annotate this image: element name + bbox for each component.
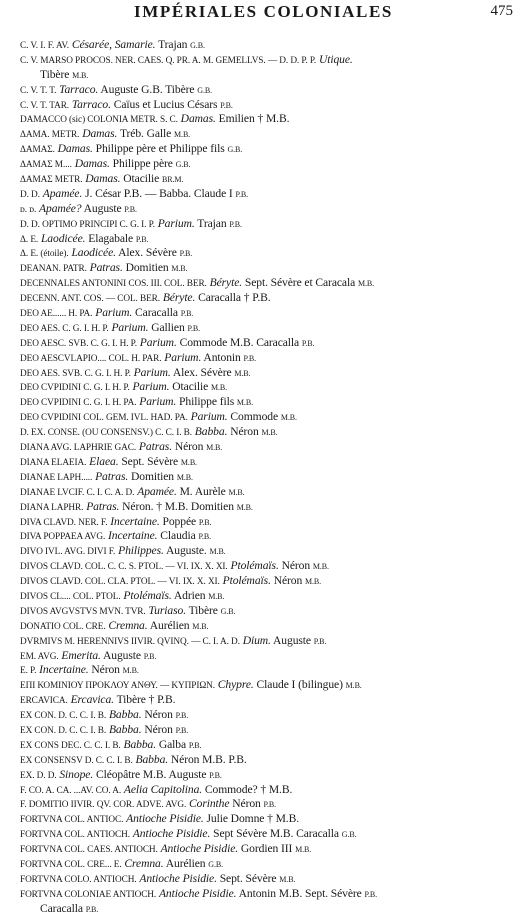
entry-size-mark: M.B.: [122, 666, 139, 676]
entry-description: Caïus et Lucius Césars: [113, 97, 218, 111]
index-entry: [20, 217, 520, 232]
entry-size-mark: M.B.: [280, 413, 297, 423]
entry-description: J. César P.B. — Babba. Claude I: [85, 186, 233, 200]
entry-size-mark: P.B.: [198, 517, 212, 527]
entry-description: Philippe père et Philippe fils: [95, 142, 225, 156]
entry-legend: DIVOS CL.... COL. PTOL.: [20, 591, 121, 602]
index-entry: [20, 589, 520, 604]
entry-size-mark: P.B.: [143, 651, 157, 661]
entry-size-mark: M.B.: [234, 368, 251, 378]
entry-place: Parium.: [139, 395, 177, 409]
entry-description: Auguste.: [165, 544, 207, 558]
entry-size-mark: P.B.: [188, 740, 202, 750]
entry-place: Parium.: [164, 350, 202, 364]
entry-place: Babba.: [108, 708, 142, 722]
entry-description: Antonin: [203, 350, 241, 364]
entry-description: Claudia: [160, 529, 196, 543]
entry-size-mark: M.B.: [174, 130, 191, 140]
entry-place: Utique.: [318, 52, 353, 66]
entry-continuation-line: [20, 902, 520, 917]
entry-size-mark: M.B.: [357, 279, 374, 289]
entry-place: Sinope.: [59, 767, 94, 781]
entry-legend: Δ. E. (étoile).: [20, 249, 69, 260]
entry-size-mark: G.B.: [175, 160, 191, 170]
entry-description: Auguste: [83, 201, 122, 215]
entry-place: Béryte.: [209, 276, 243, 290]
index-entry: [20, 470, 520, 485]
entry-size-mark: P.B.: [175, 725, 189, 735]
entry-legend: EX. D. D.: [20, 770, 57, 781]
entry-legend: DEO AE...... H. PA.: [20, 309, 93, 320]
entry-description: Caracalla: [40, 901, 83, 915]
entry-size-mark: G.B.: [190, 41, 205, 50]
entry-description: Sept. Sévère: [121, 454, 179, 468]
entry-description: Auguste: [273, 633, 311, 647]
entry-size-mark: P.B.: [313, 636, 327, 646]
entry-size-mark: P.B.: [235, 189, 248, 199]
entry-description: Néron M.B. P.B.: [170, 752, 247, 766]
entry-legend: D. EX. CONSE. (OU CONSENSV.) C. C. I. B.: [20, 428, 192, 439]
entry-legend: DAMACCO (sic) COLONIA METR. S. C.: [20, 115, 178, 126]
entry-legend: DVRMIVS M. HERENNIVS IIVIR. QVINQ. — C. I. A. D.: [20, 636, 240, 647]
entry-place: Antioche Pisidie.: [126, 812, 204, 826]
entry-place: Incertaine.: [110, 514, 160, 528]
entry-size-mark: P.B.: [301, 338, 315, 348]
entry-size-mark: M.B.: [176, 472, 193, 482]
entry-place: Babba.: [135, 752, 169, 766]
index-entry: [20, 321, 520, 336]
entry-legend: D. D. OPTIMO PRINCIPI C. G. I. P.: [20, 219, 155, 230]
entry-place: Ercavica.: [70, 693, 114, 707]
entry-size-mark: M.B.: [236, 502, 253, 512]
entry-description: Trajan: [158, 38, 188, 51]
index-entry: [20, 127, 520, 142]
entry-legend: DEO AES. C. G. I. H. P.: [20, 323, 109, 334]
entry-legend: DIANA ELAEIA.: [20, 457, 87, 468]
entry-description: Tibère † P.B.: [116, 693, 176, 707]
index-entry: [20, 83, 520, 98]
entry-legend: FORTVNA COL. ANTIOC.: [20, 815, 124, 826]
index-entry: [20, 187, 520, 202]
entry-size-mark: P.B.: [124, 204, 137, 214]
entry-size-mark: P.B.: [187, 323, 200, 333]
entry-legend: FORTVNA COLONIAE ANTIOCH.: [20, 889, 157, 900]
entry-size-mark: P.B.: [263, 800, 277, 810]
entry-description: Sept. Sévère et Caracala: [244, 276, 356, 290]
entry-description: Antonin M.B. Sept. Sévère: [238, 886, 362, 900]
entry-description: Domitien: [131, 469, 175, 483]
entry-size-mark: P.B.: [220, 100, 233, 110]
entry-size-mark: M.B.: [180, 457, 197, 467]
index-entry: [20, 38, 520, 53]
entry-place: Parium.: [95, 306, 133, 320]
index-entry: [20, 306, 520, 321]
entry-description: Gallien: [151, 320, 185, 334]
entry-legend: DIANAE LVCIF. C. I. C. A. D.: [20, 487, 135, 498]
entry-legend: FORTVNA COLO. ANTIOCH.: [20, 874, 137, 885]
entry-legend: D. D.: [20, 189, 40, 200]
entry-place: Apamée?: [39, 201, 82, 215]
index-entry: [20, 53, 520, 68]
entry-place: Parium.: [157, 216, 195, 230]
entry-description: Néron: [281, 559, 311, 573]
page-header: [0, 2, 527, 26]
entry-legend: DIANAE LAPH.....: [20, 472, 93, 483]
entry-description: Elagabale: [88, 231, 134, 245]
index-entry: [20, 604, 520, 619]
entry-description: Claude I (bilingue): [256, 678, 343, 692]
entry-size-mark: M.B.: [228, 487, 245, 497]
index-entry: [20, 887, 520, 902]
entry-legend: DIVOS CLAVD. COL. C. C. S. PTOL. — VI. IX. X. XI.: [20, 562, 228, 573]
entry-place: Patras.: [95, 469, 129, 483]
entry-size-mark: G.B.: [208, 859, 224, 869]
index-entry: [20, 693, 520, 708]
entry-place: Babba.: [108, 722, 142, 736]
entry-size-mark: P.B.: [135, 234, 149, 244]
entry-legend: FORTVNA COL. CRE... E.: [20, 859, 122, 870]
entry-description: Sept. Sévère: [219, 871, 277, 885]
entry-description: Philippe père: [112, 157, 173, 171]
index-entry: [20, 529, 520, 544]
entry-description: Commode M.B. Caracalla: [179, 335, 300, 349]
entry-size-mark: P.B.: [364, 889, 378, 899]
entry-size-mark: P.B.: [229, 219, 242, 229]
entry-legend: ΔΑΜΑΣ METR.: [20, 175, 83, 186]
index-entry: [20, 142, 520, 157]
entry-legend: F. DOMITIO IIVIR. QV. COR. ADVE. AVG.: [20, 800, 187, 811]
index-entry: [20, 649, 520, 664]
index-entry: [20, 500, 520, 515]
entry-legend: DONATIO COL. CRE.: [20, 621, 106, 632]
entry-place: Elaea.: [89, 454, 119, 468]
index-entry: [20, 410, 520, 425]
entry-legend: DEO AESCVLAPIO.... COL. H. PAR.: [20, 353, 162, 364]
entry-description: Tibère: [188, 603, 218, 617]
index-entry: [20, 544, 520, 559]
entry-description: Néron: [232, 797, 261, 811]
entry-size-mark: M.B.: [345, 681, 362, 691]
entry-place: Antioche Pisidie.: [132, 827, 211, 841]
entry-size-mark: G.B.: [220, 606, 236, 616]
entry-legend: DIANA AVG. LAPHRIE GAC.: [20, 443, 137, 454]
entry-place: Damas.: [82, 127, 118, 141]
entry-legend: C. V. I. F. AV.: [20, 41, 70, 51]
entry-legend: DECENNALES ANTONINI COS. III. COL. BER.: [20, 279, 207, 290]
entry-legend: C. V. T. TAR.: [20, 100, 70, 111]
entry-size-mark: G.B.: [227, 145, 243, 155]
entry-size-mark: P.B.: [209, 770, 222, 780]
entry-place: Antioche Pisidie.: [139, 871, 217, 885]
index-entry: [20, 202, 520, 217]
index-entry: [20, 112, 520, 127]
entry-legend: DIVA CLAVD. NER. F.: [20, 517, 108, 528]
entry-description: Néron: [144, 708, 173, 722]
entry-place: Patras.: [138, 440, 173, 454]
entry-size-mark: M.B.: [236, 398, 253, 408]
entry-legend: DIVOS AVGVSTVS MVN. TVR.: [20, 606, 146, 617]
entry-legend: ΕΠΙ ΚΟΜΙΝΙΟΥ ΠΡΟΚΛΟΥ ΑΝΘΥ. — ΚΥΠΡΙΩΝ.: [20, 681, 215, 692]
entry-description: Tréb. Galle: [119, 127, 172, 141]
entry-description: Tibère: [40, 67, 70, 81]
entry-description: Auguste: [103, 648, 141, 662]
entry-description: Otacilie: [123, 172, 160, 186]
entry-legend: DEO AESC. SVB. C. G. I. H. P.: [20, 338, 137, 349]
entry-description: Alex. Sévère: [118, 246, 177, 260]
entry-legend: ΔΑΜΑΣ.: [20, 145, 55, 156]
entry-legend: DEO AES. SVB. C. G. I. H. P.: [20, 368, 131, 379]
entry-legend: EX CON. D. C. C. I. B.: [20, 725, 107, 736]
entry-description: Domitien: [125, 261, 169, 275]
index-entry: [20, 515, 520, 530]
entry-place: Chypre.: [217, 678, 254, 692]
entry-size-mark: G.B.: [197, 85, 212, 95]
entry-place: Ptolémaïs.: [123, 588, 172, 602]
entry-size-mark: M.B.: [72, 70, 89, 80]
entry-size-mark: P.B.: [179, 249, 193, 259]
entry-place: Ptolémaïs.: [230, 559, 279, 573]
entry-place: Dium.: [242, 633, 271, 647]
entry-place: Damas.: [57, 142, 93, 156]
entry-place: Emerita.: [61, 648, 101, 662]
entry-size-mark: M.B.: [210, 383, 228, 393]
index-entry: [20, 708, 520, 723]
entry-legend: C. V. T. T.: [20, 85, 57, 96]
entry-place: Patras.: [89, 261, 123, 275]
entry-size-mark: M.B.: [295, 845, 312, 855]
entry-description: Otacilie: [172, 380, 209, 394]
entry-place: Parium.: [111, 320, 149, 334]
entry-place: Turiaso.: [148, 603, 186, 617]
entry-description: Philippe fils: [179, 395, 235, 409]
index-entry: [20, 678, 520, 693]
entry-place: Damas.: [180, 112, 216, 126]
entry-legend: EX CON. D. C. C. I. B.: [20, 711, 107, 722]
entry-legend: DIVA POPPAEA AVG.: [20, 532, 106, 543]
entry-size-mark: P.B.: [180, 309, 194, 319]
entry-place: Cremna.: [108, 618, 148, 632]
entry-description: M. Aurèle: [179, 484, 226, 498]
index-entry: [20, 559, 520, 574]
entry-place: Apamée.: [137, 484, 177, 498]
entry-description: Commode: [230, 410, 279, 424]
entry-size-mark: P.B.: [175, 711, 189, 721]
index-entry: [20, 827, 520, 842]
entry-legend: DEO CVPIDINI C. G. I. H. P.: [20, 383, 130, 394]
entry-description: Néron: [174, 440, 204, 454]
index-entry: [20, 440, 520, 455]
entry-place: Tarraco.: [59, 82, 99, 96]
entry-size-mark: M.B.: [304, 577, 322, 587]
entry-size-mark: P.B.: [198, 532, 211, 542]
entry-description: Alex. Sévère: [172, 365, 232, 379]
entry-legend: E. P.: [20, 666, 37, 677]
index-entry: [20, 425, 520, 440]
entry-legend: DIVOS CLAVD. COL. CLA. PTOL. — VI. IX. X. XI.: [20, 577, 220, 588]
entry-description: Aurélien: [149, 618, 190, 632]
entry-description: Néron: [91, 663, 120, 677]
index-entry: [20, 574, 520, 589]
running-title: IMPÉRIALES COLONIALES: [134, 2, 393, 21]
entry-description: Caracalla † P.B.: [198, 291, 271, 305]
entry-place: Babba.: [194, 425, 228, 439]
entry-place: Aelia Capitolina.: [123, 782, 203, 796]
entry-place: Incertaine.: [39, 663, 89, 677]
entry-legend: F. CO. A. CA. ...AV. CO. A.: [20, 785, 122, 796]
entry-legend: DIVO IVL. AVG. DIVI F.: [20, 547, 116, 558]
entry-place: Parium.: [190, 410, 228, 424]
entry-description: Néron: [273, 574, 303, 588]
entry-place: Damas.: [85, 172, 121, 186]
entry-place: Laodicée.: [40, 231, 86, 245]
index-entry: [20, 723, 520, 738]
index-entry: [20, 872, 520, 887]
entry-size-mark: M.B.: [312, 562, 329, 572]
entry-place: Tarraco.: [71, 97, 111, 111]
entry-place: Cremna.: [124, 856, 164, 870]
legend-index-list: [20, 38, 520, 917]
entry-size-mark: P.B.: [243, 353, 257, 363]
index-entry: [20, 351, 520, 366]
entry-legend: DEO CVPIDINI C. G. I. H. PA.: [20, 398, 137, 409]
entry-place: Antioche Pisidie.: [158, 886, 237, 900]
index-entry: [20, 336, 520, 351]
entry-place: Antioche Pisidie.: [160, 842, 239, 856]
entry-legend: Δ. E.: [20, 234, 39, 245]
entry-size-mark: M.B.: [261, 428, 278, 438]
entry-description: Adrien: [173, 588, 206, 602]
index-entry: [20, 455, 520, 470]
entry-legend: EM. AVG.: [20, 651, 59, 662]
entry-description: Trajan: [197, 216, 227, 230]
page-number: 475: [490, 3, 513, 19]
entry-legend: DIANA LAPHR.: [20, 502, 84, 513]
entry-description: Sept Sévère M.B. Caracalla: [213, 827, 339, 841]
index-entry: [20, 797, 520, 812]
entry-place: Laodicée.: [71, 246, 116, 260]
entry-place: Parium.: [132, 380, 170, 394]
entry-size-mark: M.B.: [171, 264, 188, 274]
entry-legend: ᴅ. ᴅ.: [20, 204, 37, 215]
entry-place: Parium.: [139, 335, 177, 349]
index-entry: [20, 619, 520, 634]
entry-place: Béryte.: [162, 291, 196, 305]
entry-description: Emilien † M.B.: [218, 112, 290, 126]
entry-place: Césarée, Samarie.: [71, 38, 156, 51]
entry-place: Corinthe: [189, 797, 230, 811]
index-entry: [20, 261, 520, 276]
entry-size-mark: M.B.: [192, 621, 209, 631]
entry-continuation-line: [20, 68, 520, 83]
entry-size-mark: M.B.: [279, 874, 296, 884]
entry-legend: EX CONS DEC. C. C. I. B.: [20, 740, 121, 751]
index-entry: [20, 232, 520, 247]
index-entry: [20, 380, 520, 395]
entry-place: Babba.: [123, 737, 157, 751]
entry-description: Aurélien: [165, 856, 206, 870]
entry-legend: FORTVNA COL. CAES. ANTIOCH.: [20, 845, 158, 856]
entry-place: Parium.: [133, 365, 171, 379]
index-entry: [20, 663, 520, 678]
entry-place: Ptolémaïs.: [222, 574, 271, 588]
entry-legend: ERCAVICA.: [20, 696, 68, 707]
entry-description: Julie Domne † M.B.: [206, 812, 300, 826]
index-entry: [20, 753, 520, 768]
index-entry: [20, 812, 520, 827]
entry-legend: ΔΑΜΑΣ M....: [20, 160, 72, 171]
entry-place: Incertaine.: [108, 529, 158, 543]
index-entry: [20, 783, 520, 798]
entry-place: Philippes.: [118, 544, 164, 558]
index-entry: [20, 98, 520, 113]
entry-size-mark: M.B.: [209, 547, 226, 557]
index-entry: [20, 291, 520, 306]
entry-legend: DEO CVPIDINI COL. GEM. IVL. HAD. PA.: [20, 413, 188, 424]
entry-legend: C. V. MARSO PROCOS. NER. CAES. Q. PR. A. M. GEMELLVS. — D. D. P. P.: [20, 55, 317, 66]
index-entry: [20, 842, 520, 857]
entry-size-mark: G.B.: [341, 830, 357, 840]
index-entry: [20, 634, 520, 649]
entry-size-mark: BR.M.: [161, 175, 184, 185]
index-entry: [20, 768, 520, 783]
entry-description: Auguste G.B. Tibère: [100, 82, 195, 96]
index-entry: [20, 366, 520, 381]
index-entry: [20, 276, 520, 291]
entry-description: Gordien III: [240, 842, 293, 856]
entry-description: Poppée: [162, 514, 197, 528]
entry-legend: DECENN. ANT. COS. — COL. BER.: [20, 294, 161, 305]
entry-place: Apamée.: [42, 186, 83, 200]
entry-place: Patras.: [86, 499, 120, 513]
entry-legend: EX CONSENSV D. C. C. I. B.: [20, 755, 133, 766]
index-entry: [20, 157, 520, 172]
index-entry: [20, 857, 520, 872]
index-entry: [20, 485, 520, 500]
entry-size-mark: M.B.: [208, 591, 225, 601]
entry-place: Damas.: [74, 157, 110, 171]
entry-description: Galba: [158, 737, 187, 751]
index-entry: [20, 738, 520, 753]
entry-legend: ΔΑΜΑ. METR.: [20, 130, 80, 141]
entry-description: Néron: [144, 722, 173, 736]
index-entry: [20, 246, 520, 261]
entry-size-mark: P.B.: [85, 904, 99, 914]
entry-legend: DEANAN. PATR.: [20, 264, 87, 275]
entry-description: Commode? † M.B.: [204, 782, 293, 796]
entry-description: Néron: [230, 425, 259, 439]
entry-legend: FORTVNA COL. ANTIOCH.: [20, 830, 130, 841]
entry-description: Caracalla: [135, 306, 178, 320]
index-entry: [20, 395, 520, 410]
entry-description: Cléopâtre M.B. Auguste: [95, 767, 207, 781]
index-entry: [20, 172, 520, 187]
entry-description: Néron. † M.B. Domitien: [122, 499, 234, 513]
entry-size-mark: M.B.: [206, 443, 223, 453]
